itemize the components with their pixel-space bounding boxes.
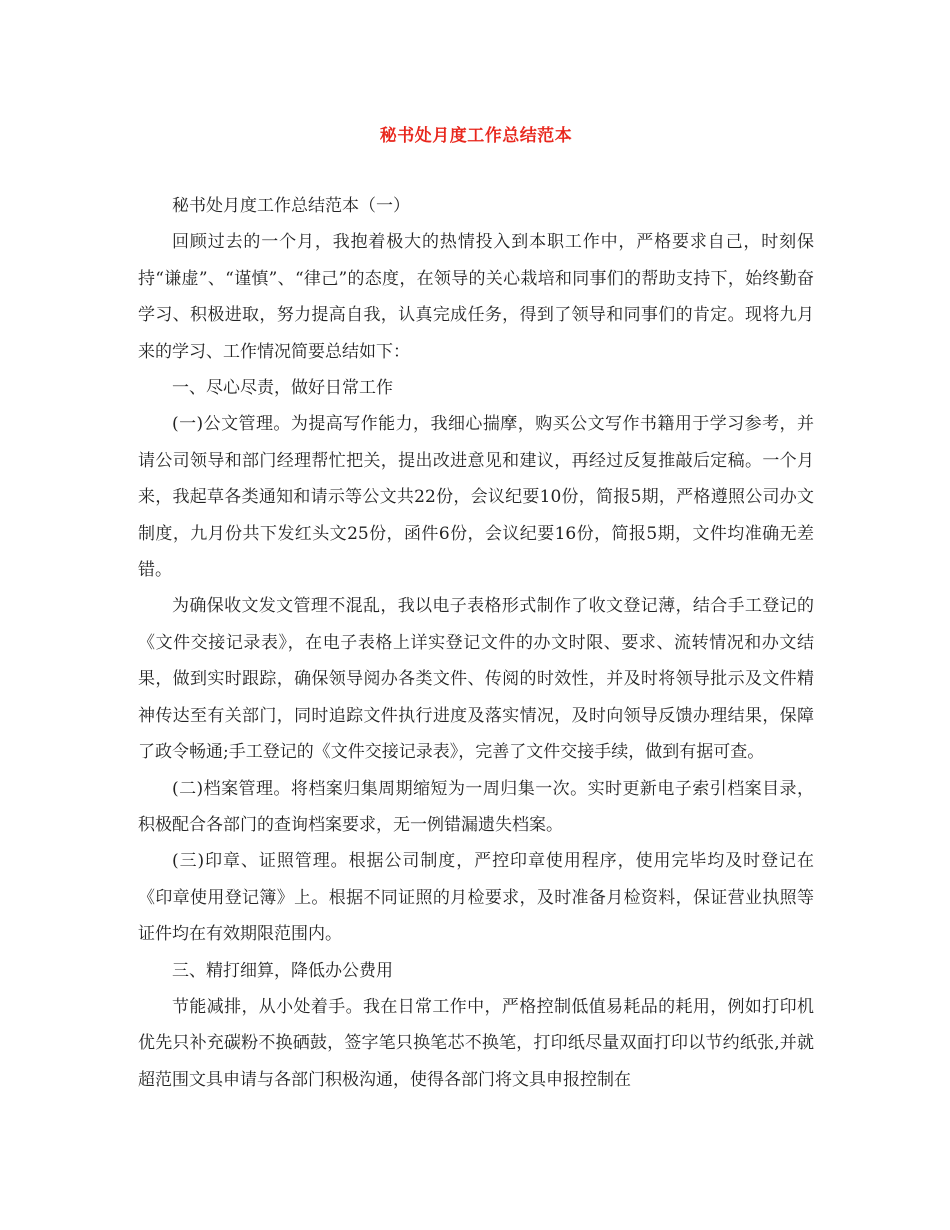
paragraph: (一)公文管理。为提高写作能力，我细心揣摩，购买公文写作书籍用于学习参考，并请公司领导和部门经理帮忙把关，提出改进意见和建议，再经过反复推敲后定稿。一个月来，我起草各类通知和请示等公文共22份，会议纪要10份，简报5期，严格遵照公司办文制度，九月份共下发红头文25份，函件6份，会议纪要16份，简报5期，文件均准确无差错。 <box>138 414 814 581</box>
paragraph: (二)档案管理。将档案归集周期缩短为一周归集一次。实时更新电子索引档案目录，积极配合各部门的查询档案要求，无一例错漏遗失档案。 <box>138 778 814 835</box>
paragraph: 回顾过去的一个月，我抱着极大的热情投入到本职工作中，严格要求自己，时刻保持“谦虚”、“谨慎”、“律己”的态度，在领导的关心栽培和同事们的帮助支持下，始终勤奋学习、积极进取，努力提高自我，认真完成任务，得到了领导和同事们的肯定。现将九月来的学习、工作情况简要总结如下： <box>138 232 814 362</box>
section-heading: 三、精打细算，降低办公费用 <box>172 960 393 981</box>
section-heading: 秘书处月度工作总结范本（一） <box>172 196 410 216</box>
section-heading: 一、尽心尽责，做好日常工作 <box>172 378 393 399</box>
document-page <box>138 0 814 1230</box>
paragraph: (三)印章、证照管理。根据公司制度，严控印章使用程序，使用完毕均及时登记在《印章使用登记簿》上。根据不同证照的月检要求，及时准备月检资料，保证营业执照等证件均在有效期限范围内。 <box>138 851 814 945</box>
document-body <box>138 188 814 1098</box>
paragraph: 为确保收文发文管理不混乱，我以电子表格形式制作了收文登记薄，结合手工登记的《文件交接记录表》，在电子表格上详实登记文件的办文时限、要求、流转情况和办文结果，做到实时跟踪，确保领导阅办各类文件、传阅的时效性，并及时将领导批示及文件精神传达至有关部门，同时追踪文件执行进度及落实情况，及时向领导反馈办理结果，保障了政令畅通;手工登记的《文件交接记录表》，完善了文件交接手续，做到有据可查。 <box>138 596 814 763</box>
document-title: 秘书处月度工作总结范本 <box>379 126 573 146</box>
paragraph: 节能减排，从小处着手。我在日常工作中，严格控制低值易耗品的耗用，例如打印机优先只补充碳粉不换硒鼓，签字笔只换笔芯不换笔，打印纸尽量双面打印以节约纸张,并就超范围文具申请与各部门积极沟通，使得各部门将文具申报控制在 <box>138 996 814 1090</box>
